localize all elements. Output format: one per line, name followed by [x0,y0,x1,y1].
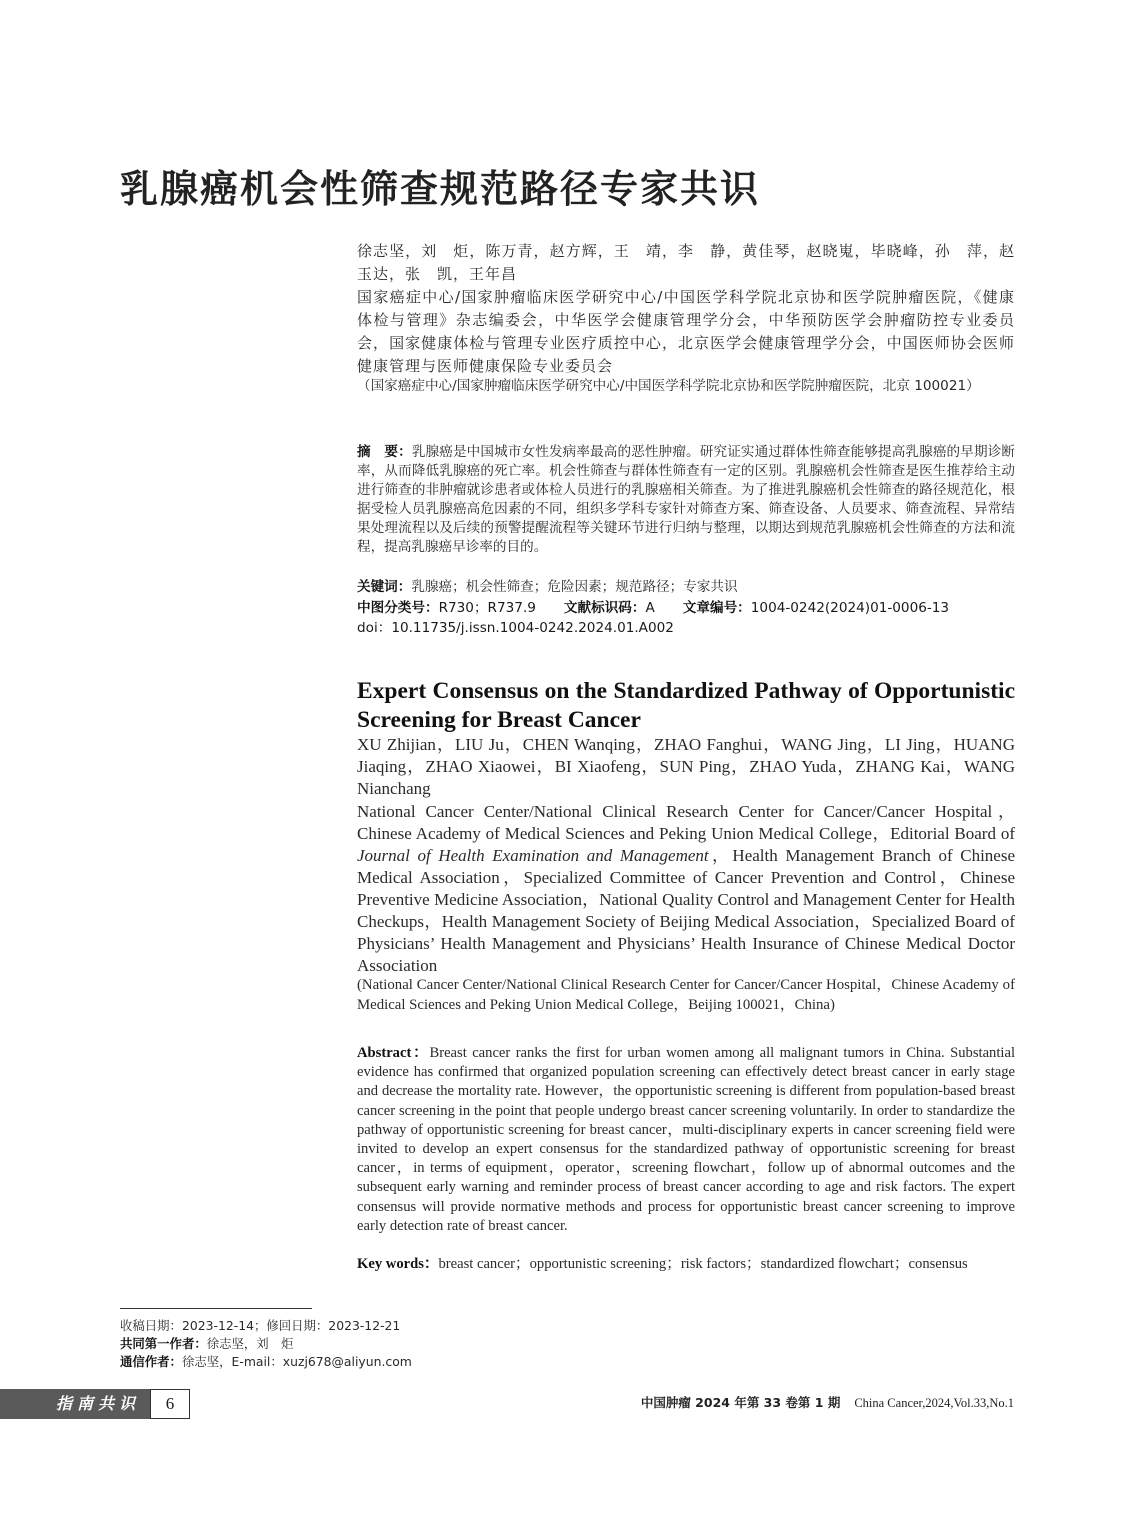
classification-line [357,598,949,618]
affiliations-english-part-2: ，Health Management Branch of Chinese Medical Association，Specialized Committee of Cancer Prevention and Control，Chinese Preventive Medicine Association，National Quality Control and Management Center for Health Checkups，Health Management Society of Beijing Medical Association，Specialized Board of Physicians’ Health Management and Physicians’ Health Insurance of Chinese Medical Doctor Association [357,846,1016,975]
article-title-english: Expert Consensus on the Standardized Pathway of Opportunistic Screening for Breast Cancer [357,678,1015,733]
running-footer-english: China Cancer,2024,Vol.33,No.1 [854,1396,1014,1410]
address-english: (National Cancer Center/National Clinical Research Center for Cancer/Cancer Hospital，Chinese Academy of Medical Sciences and Peking Union Medical College，Beijing 100021，China) [357,977,1015,1013]
abstract-english [357,1044,1015,1236]
received-revised-dates: 收稿日期：2023-12-14；修回日期：2023-12-21 [120,1318,401,1333]
keywords-chinese-label: 关键词： [357,579,412,595]
abstract-chinese-text: 乳腺癌是中国城市女性发病率最高的恶性肿瘤。研究证实通过群体性筛查能够提高乳腺癌的早期诊断率，从而降低乳腺癌的死亡率。机会性筛查与群体性筛查有一定的区别。乳腺癌机会性筛查是医生推荐给主动进行筛查的非肿瘤就诊患者或体检人员进行的乳腺癌相关筛查。为了推进乳腺癌机会性筛查的路径规范化，根据受检人员乳腺癌高危因素的不同，组织多学科专家针对筛查方案、筛查设备、人员要求、筛查流程、异常结果处理流程以及后续的预警提醒流程等关键环节进行归纳与整理，以期达到规范乳腺癌机会性筛查的方法和流程，提高乳腺癌早诊率的目的。 [357,444,1015,555]
affiliations-chinese: 国家癌症中心/国家肿瘤临床医学研究中心/中国医学科学院北京协和医学院肿瘤医院，《健康体检与管理》杂志编委会，中华医学会健康管理学分会，中华预防医学会肿瘤防控专业委员会，国家健康体检与管理专业医疗质控中心，北京医学会健康管理学分会，中国医师协会医师健康管理与医师健康保险专业委员会 [357,288,1015,375]
keywords-chinese-text: 乳腺癌；机会性筛查；危险因素；规范路径；专家共识 [411,579,738,595]
authors-chinese: 徐志坚，刘 炬，陈万青，赵方辉，王 靖，李 静，黄佳琴，赵晓嵬，毕晓峰，孙 萍，赵玉达，张 凯，王年昌 [357,242,1015,283]
footnote-divider [120,1308,312,1309]
abstract-chinese-label: 摘 要： [357,444,412,460]
running-footer [641,1393,1014,1411]
abstract-english-label: Abstract： [357,1045,430,1061]
document-code-label: 文献标识码： [563,600,646,616]
address-chinese: （国家癌症中心/国家肿瘤临床医学研究中心/中国医学科学院北京协和医学院肿瘤医院，北京 100021） [357,378,980,394]
running-footer-chinese: 中国肿瘤 2024 年第 33 卷第 1 期 [640,1395,841,1410]
keywords-english [357,1255,1015,1274]
corresponding-author-value: 徐志坚，E-mail：xuzj678@aliyun.com [181,1354,412,1369]
footnotes [120,1317,412,1371]
keywords-english-label: Key words： [357,1256,439,1272]
clc-label: 中图分类号： [357,600,439,616]
keywords-english-text: breast cancer；opportunistic screening；risk factors；standardized flowchart；consensus [438,1256,968,1272]
co-first-authors-label: 共同第一作者： [120,1336,207,1351]
journal-name: Journal of Health Examination and Management [357,846,709,865]
co-first-authors [120,1335,412,1353]
page-number: 6 [150,1389,190,1419]
affiliations-english [357,801,1015,977]
section-band: 指南共识 [0,1389,150,1419]
co-first-authors-value: 徐志坚，刘 炬 [206,1336,294,1351]
abstract-chinese [357,443,1015,557]
authors-english: XU Zhijian，LIU Ju，CHEN Wanqing，ZHAO Fanghui，WANG Jing，LI Jing，HUANG Jiaqing，ZHAO Xiaowei，BI Xiaofeng，SUN Ping，ZHAO Yuda，ZHANG Kai，WANG Nianchang [357,735,1015,798]
keywords-chinese [357,578,1015,597]
affiliations-english-part-1: National Cancer Center/National Clinical Research Center for Cancer/Cancer Hospital，Chinese Academy of Medical Sciences and Peking Union Medical College，Editorial Board of [357,802,1015,843]
clc-value: R730；R737.9 [438,600,536,616]
document-code-value: A [645,600,655,616]
corresponding-author [120,1353,412,1371]
article-number-label: 文章编号： [682,600,751,616]
doi-line: doi：10.11735/j.issn.1004-0242.2024.01.A002 [357,620,674,636]
article-title-chinese: 乳腺癌机会性筛查规范路径专家共识 [120,167,761,211]
article-number-value: 1004-0242(2024)01-0006-13 [750,600,950,616]
corresponding-author-label: 通信作者： [120,1354,182,1369]
abstract-english-text: Breast cancer ranks the first for urban women among all malignant tumors in China. Substantial evidence has confirmed that organized population screening can effectively detect breast cancer in early stage and decrease the mortality rate. However，the opportunistic screening is different from population-based breast cancer screening in the point that people undergo breast cancer screening voluntarily. In order to standardize the pathway of opportunistic screening for breast cancer，multi-disciplinary experts in cancer screening field were invited to develop an expert consensus for the standardized pathway of opportunistic screening for breast cancer，in terms of equipment，operator，screening flowchart，follow up of abnormal outcomes and the subsequent early warning and reminder process of breast cancer according to age and risk factors. The expert consensus will provide normative methods and process for opportunistic breast cancer screening to improve early detection rate of breast cancer. [357,1045,1015,1234]
